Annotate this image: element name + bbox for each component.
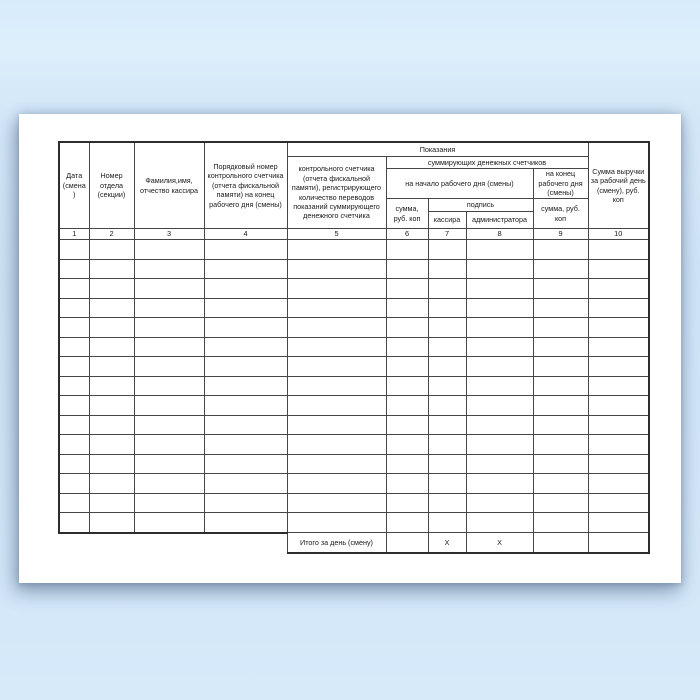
empty-cell [428,513,466,533]
empty-cell [89,435,134,455]
empty-cell [466,513,533,533]
empty-cell [588,415,649,435]
column-number: 10 [588,229,649,240]
footer-cell-8: Х [466,533,533,554]
empty-cell [287,298,386,318]
col-header-readings: Показания [287,142,588,157]
empty-cell [428,493,466,513]
table-row [59,493,649,513]
table-row [59,415,649,435]
empty-cell [386,298,428,318]
col-header-signature-cashier: кассира [428,212,466,229]
empty-cell [287,435,386,455]
table-row [59,279,649,299]
empty-cell [204,493,287,513]
empty-cell [287,454,386,474]
empty-cell [134,376,204,396]
empty-cell [59,279,89,299]
empty-cell [533,259,588,279]
empty-cell [386,493,428,513]
empty-cell [134,259,204,279]
empty-cell [204,318,287,338]
empty-cell [287,337,386,357]
empty-cell [588,279,649,299]
empty-cell [204,240,287,260]
col-header-signature: подпись [428,199,533,212]
empty-cell [287,240,386,260]
column-number: 9 [533,229,588,240]
empty-cell [287,376,386,396]
empty-cell [386,396,428,416]
column-number: 7 [428,229,466,240]
empty-cell [204,513,287,533]
col-header-cashier: Фамилия,имя, отчество кассира [134,142,204,229]
empty-cell [428,298,466,318]
empty-cell [59,357,89,377]
table-header [59,142,649,240]
empty-cell [89,493,134,513]
empty-cell [59,493,89,513]
empty-cell [588,513,649,533]
empty-cell [89,298,134,318]
empty-cell [386,337,428,357]
table-footer [59,533,649,554]
empty-cell [59,376,89,396]
empty-cell [386,415,428,435]
table-row [59,513,649,533]
empty-cell [466,357,533,377]
empty-cell [588,337,649,357]
empty-cell [89,318,134,338]
empty-cell [533,376,588,396]
empty-cell [533,493,588,513]
column-number: 4 [204,229,287,240]
table-row [59,298,649,318]
empty-cell [134,318,204,338]
table-row [59,318,649,338]
empty-cell [466,415,533,435]
empty-cell [59,474,89,494]
empty-cell [89,357,134,377]
empty-cell [59,454,89,474]
footer-cell-7: Х [428,533,466,554]
empty-cell [59,337,89,357]
empty-cell [89,376,134,396]
empty-cell [466,298,533,318]
col-header-day-start: на начало рабочего дня (смены) [386,169,533,199]
empty-cell [428,376,466,396]
empty-cell [59,435,89,455]
empty-cell [466,396,533,416]
empty-cell [466,337,533,357]
empty-cell [533,240,588,260]
empty-cell [287,493,386,513]
empty-cell [134,435,204,455]
empty-cell [588,318,649,338]
empty-cell [89,474,134,494]
col-header-sum-start: сумма, руб. коп [386,199,428,229]
table-row [59,396,649,416]
empty-cell [386,474,428,494]
empty-cell [533,513,588,533]
empty-cell [466,318,533,338]
column-numbers-row [59,229,649,240]
empty-cell [134,396,204,416]
col-header-revenue: Сумма выручки за рабочий день (смену), руб. коп [588,142,649,229]
table-row [59,474,649,494]
empty-cell [386,240,428,260]
col-header-serial: Порядковый номер контрольного счетчика (отчета фискальной памяти) на конец рабочего дня (смены) [204,142,287,229]
empty-cell [134,357,204,377]
empty-cell [287,318,386,338]
empty-cell [134,415,204,435]
empty-cell [59,298,89,318]
empty-cell [386,513,428,533]
empty-cell [134,240,204,260]
empty-cell [89,240,134,260]
empty-cell [59,513,89,533]
empty-cell [466,454,533,474]
table-row [59,454,649,474]
empty-cell [428,357,466,377]
empty-cell [89,396,134,416]
empty-cell [466,435,533,455]
empty-cell [533,435,588,455]
empty-cell [466,376,533,396]
empty-cell [287,474,386,494]
empty-cell [386,454,428,474]
header-row-1 [59,142,649,157]
empty-cell [386,376,428,396]
empty-cell [204,279,287,299]
column-number: 2 [89,229,134,240]
empty-cell [428,337,466,357]
empty-cell [204,376,287,396]
col-header-day-end: на конец рабочего дня (смены) [533,169,588,199]
empty-cell [428,318,466,338]
footer-total-label: Итого за день (смену) [287,533,386,554]
table-row [59,240,649,260]
empty-cell [428,259,466,279]
empty-cell [134,493,204,513]
col-header-sum-end: сумма, руб. коп [533,199,588,229]
empty-cell [466,474,533,494]
empty-cell [533,357,588,377]
table-body [59,240,649,533]
empty-cell [588,454,649,474]
empty-cell [428,435,466,455]
table-row [59,357,649,377]
cashier-journal-table [58,141,650,554]
empty-cell [533,454,588,474]
empty-cell [204,415,287,435]
empty-cell [466,259,533,279]
empty-cell [204,298,287,318]
column-number: 3 [134,229,204,240]
empty-cell [386,318,428,338]
empty-cell [588,240,649,260]
empty-cell [428,454,466,474]
empty-cell [533,396,588,416]
col-header-date: Дата (смена) [59,142,89,229]
empty-cell [466,493,533,513]
empty-cell [134,298,204,318]
empty-cell [386,279,428,299]
empty-cell [588,493,649,513]
col-header-control-counter: контрольного счетчика (отчета фискальной памяти), регистрирующего количество переводов показаний суммирующего денежного счетчика [287,157,386,229]
empty-cell [204,337,287,357]
empty-cell [59,240,89,260]
empty-cell [134,474,204,494]
empty-cell [89,513,134,533]
empty-cell [287,259,386,279]
empty-cell [89,337,134,357]
empty-cell [588,298,649,318]
empty-cell [204,259,287,279]
empty-cell [204,435,287,455]
col-header-department: Номер отдела (секции) [89,142,134,229]
empty-cell [134,279,204,299]
footer-cell-6 [386,533,428,554]
empty-cell [466,240,533,260]
empty-cell [59,396,89,416]
empty-cell [533,318,588,338]
empty-cell [533,415,588,435]
empty-cell [533,298,588,318]
document-page [19,114,681,583]
empty-cell [287,279,386,299]
column-number: 1 [59,229,89,240]
empty-cell [428,396,466,416]
footer-spacer [59,533,287,554]
empty-cell [89,279,134,299]
empty-cell [89,259,134,279]
col-header-summing-counters: суммирующих денежных счетчиков [386,157,588,169]
footer-cell-10 [588,533,649,554]
empty-cell [428,279,466,299]
table-row [59,376,649,396]
empty-cell [428,240,466,260]
empty-cell [533,279,588,299]
empty-cell [89,415,134,435]
empty-cell [287,513,386,533]
table-row [59,259,649,279]
table-row [59,435,649,455]
empty-cell [287,396,386,416]
empty-cell [59,318,89,338]
empty-cell [204,474,287,494]
empty-cell [588,259,649,279]
empty-cell [386,357,428,377]
column-number: 8 [466,229,533,240]
empty-cell [89,454,134,474]
footer-cell-9 [533,533,588,554]
empty-cell [386,435,428,455]
empty-cell [204,454,287,474]
col-header-signature-admin: администратора [466,212,533,229]
empty-cell [204,357,287,377]
total-row [59,533,649,554]
empty-cell [134,454,204,474]
empty-cell [59,259,89,279]
empty-cell [588,396,649,416]
table-row [59,337,649,357]
empty-cell [533,337,588,357]
empty-cell [588,435,649,455]
empty-cell [428,474,466,494]
empty-cell [134,337,204,357]
empty-cell [428,415,466,435]
empty-cell [59,415,89,435]
empty-cell [588,474,649,494]
empty-cell [287,357,386,377]
empty-cell [533,474,588,494]
column-number: 6 [386,229,428,240]
column-number: 5 [287,229,386,240]
empty-cell [466,279,533,299]
empty-cell [588,376,649,396]
empty-cell [134,513,204,533]
empty-cell [287,415,386,435]
empty-cell [204,396,287,416]
empty-cell [588,357,649,377]
empty-cell [386,259,428,279]
